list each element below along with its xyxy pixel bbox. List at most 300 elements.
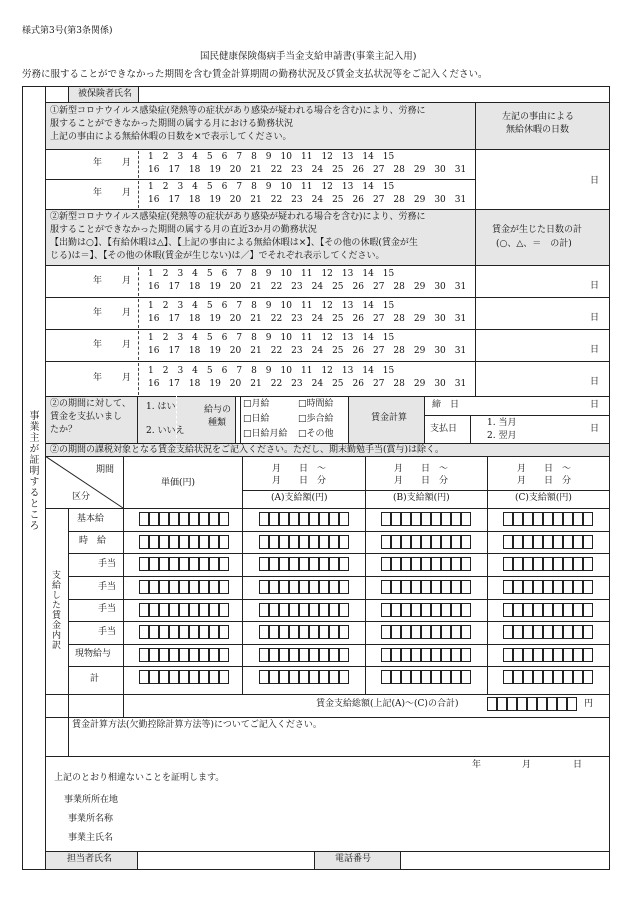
- amount-c-digit-box[interactable]: [553, 580, 563, 594]
- unit-price-digit-box[interactable]: [209, 625, 219, 639]
- amount-a-digit-box[interactable]: [259, 625, 269, 639]
- unit-price-digit-box[interactable]: [199, 603, 209, 617]
- unit-price-digit-box[interactable]: [219, 580, 229, 594]
- amount-a-digit-box[interactable]: [339, 557, 349, 571]
- amount-b-digit-box[interactable]: [381, 648, 391, 662]
- amount-b-digit-box[interactable]: [411, 512, 421, 526]
- phone-field[interactable]: [401, 852, 608, 868]
- amount-c-digit-box[interactable]: [503, 535, 513, 549]
- amount-b-digit-box[interactable]: [421, 557, 431, 571]
- amount-c-digit-box[interactable]: [543, 648, 553, 662]
- amount-b-digit-box[interactable]: [411, 625, 421, 639]
- period-b-from[interactable]: 月 日 ～: [394, 464, 449, 474]
- amount-a-digit-box[interactable]: [339, 670, 349, 684]
- amount-c-digit-box[interactable]: [523, 535, 533, 549]
- amount-b-digit-box[interactable]: [441, 535, 451, 549]
- amount-c-digit-box[interactable]: [533, 557, 543, 571]
- amount-a-digit-box[interactable]: [339, 535, 349, 549]
- unit-price-digit-box[interactable]: [139, 535, 149, 549]
- amount-a-digit-box[interactable]: [299, 625, 309, 639]
- amount-b-digit-box[interactable]: [431, 670, 441, 684]
- opt-commission[interactable]: □歩合給: [298, 414, 334, 424]
- s2-row4-days-2[interactable]: 16 17 18 19 20 21 22 23 24 25 26 27 28 29 30 31: [148, 379, 467, 389]
- amount-b-digit-box[interactable]: [451, 535, 461, 549]
- s2-row2-days-1[interactable]: 1 2 3 4 5 6 7 8 9 10 11 12 13 14 15: [148, 301, 395, 311]
- amount-a-digit-box[interactable]: [289, 580, 299, 594]
- amount-c-digit-box[interactable]: [513, 557, 523, 571]
- total-digit-box[interactable]: [547, 697, 557, 711]
- amount-a-digit-box[interactable]: [319, 670, 329, 684]
- amount-a-digit-box[interactable]: [309, 557, 319, 571]
- unit-price-digit-box[interactable]: [139, 580, 149, 594]
- amount-c-digit-box[interactable]: [583, 557, 593, 571]
- unit-price-digit-box[interactable]: [189, 648, 199, 662]
- total-digit-box[interactable]: [537, 697, 547, 711]
- amount-a-digit-box[interactable]: [289, 535, 299, 549]
- amount-c-digit-box[interactable]: [553, 512, 563, 526]
- total-digit-box[interactable]: [527, 697, 537, 711]
- pay-yes-option[interactable]: 1. はい: [146, 402, 176, 412]
- amount-c-digit-box[interactable]: [543, 603, 553, 617]
- amount-c-digit-box[interactable]: [583, 603, 593, 617]
- amount-c-digit-box[interactable]: [533, 603, 543, 617]
- period-a-from[interactable]: 月 日 ～: [272, 464, 327, 474]
- amount-c-digit-box[interactable]: [573, 512, 583, 526]
- unit-price-digit-box[interactable]: [219, 603, 229, 617]
- amount-a-digit-box[interactable]: [309, 512, 319, 526]
- amount-b-digit-box[interactable]: [441, 625, 451, 639]
- amount-a-digit-box[interactable]: [309, 580, 319, 594]
- amount-b-digit-box[interactable]: [381, 512, 391, 526]
- amount-b-digit-box[interactable]: [401, 670, 411, 684]
- amount-a-digit-box[interactable]: [279, 535, 289, 549]
- amount-c-digit-box[interactable]: [543, 535, 553, 549]
- amount-c-digit-box[interactable]: [503, 670, 513, 684]
- amount-a-digit-box[interactable]: [319, 625, 329, 639]
- amount-a-digit-box[interactable]: [299, 670, 309, 684]
- pay-no-option[interactable]: 2. いいえ: [146, 426, 185, 436]
- amount-b-digit-box[interactable]: [381, 603, 391, 617]
- amount-c-digit-box[interactable]: [533, 535, 543, 549]
- amount-a-digit-box[interactable]: [329, 648, 339, 662]
- amount-a-digit-box[interactable]: [299, 648, 309, 662]
- amount-c-digit-box[interactable]: [523, 580, 533, 594]
- unit-price-digit-box[interactable]: [209, 648, 219, 662]
- amount-c-digit-box[interactable]: [563, 512, 573, 526]
- amount-b-digit-box[interactable]: [451, 648, 461, 662]
- amount-c-digit-box[interactable]: [573, 557, 583, 571]
- amount-a-digit-box[interactable]: [259, 512, 269, 526]
- amount-c-digit-box[interactable]: [573, 670, 583, 684]
- amount-a-digit-box[interactable]: [319, 580, 329, 594]
- unit-price-digit-box[interactable]: [199, 670, 209, 684]
- contact-person-field[interactable]: [138, 852, 313, 868]
- amount-a-digit-box[interactable]: [329, 603, 339, 617]
- amount-b-digit-box[interactable]: [401, 625, 411, 639]
- amount-b-digit-box[interactable]: [391, 535, 401, 549]
- amount-c-digit-box[interactable]: [523, 557, 533, 571]
- s2-row1-days-2[interactable]: 16 17 18 19 20 21 22 23 24 25 26 27 28 29 30 31: [148, 282, 467, 292]
- opt-other[interactable]: □その他: [298, 429, 334, 439]
- amount-c-digit-box[interactable]: [503, 603, 513, 617]
- amount-a-digit-box[interactable]: [329, 580, 339, 594]
- unit-price-digit-box[interactable]: [149, 580, 159, 594]
- amount-b-digit-box[interactable]: [451, 670, 461, 684]
- unit-price-digit-box[interactable]: [189, 557, 199, 571]
- amount-a-digit-box[interactable]: [269, 557, 279, 571]
- amount-b-digit-box[interactable]: [421, 603, 431, 617]
- payday-next-month[interactable]: 2. 翌月: [487, 431, 517, 441]
- amount-a-digit-box[interactable]: [289, 603, 299, 617]
- unit-price-digit-box[interactable]: [159, 625, 169, 639]
- amount-a-digit-box[interactable]: [299, 603, 309, 617]
- amount-c-digit-box[interactable]: [533, 580, 543, 594]
- row-label-allowance-4[interactable]: 手当: [98, 627, 117, 637]
- amount-b-digit-box[interactable]: [431, 535, 441, 549]
- amount-b-digit-box[interactable]: [431, 648, 441, 662]
- amount-a-digit-box[interactable]: [339, 603, 349, 617]
- amount-b-digit-box[interactable]: [381, 557, 391, 571]
- amount-c-digit-box[interactable]: [563, 535, 573, 549]
- amount-b-digit-box[interactable]: [381, 580, 391, 594]
- amount-b-digit-box[interactable]: [461, 580, 471, 594]
- unit-price-digit-box[interactable]: [169, 603, 179, 617]
- amount-a-digit-box[interactable]: [279, 625, 289, 639]
- amount-c-digit-box[interactable]: [553, 603, 563, 617]
- unit-price-digit-box[interactable]: [179, 535, 189, 549]
- unit-price-digit-box[interactable]: [199, 512, 209, 526]
- amount-c-digit-box[interactable]: [513, 625, 523, 639]
- amount-a-digit-box[interactable]: [309, 670, 319, 684]
- amount-b-digit-box[interactable]: [381, 625, 391, 639]
- amount-c-digit-box[interactable]: [583, 625, 593, 639]
- amount-a-digit-box[interactable]: [329, 625, 339, 639]
- s2-row3-days-1[interactable]: 1 2 3 4 5 6 7 8 9 10 11 12 13 14 15: [148, 333, 395, 343]
- unit-price-digit-box[interactable]: [139, 625, 149, 639]
- amount-b-digit-box[interactable]: [441, 670, 451, 684]
- amount-a-digit-box[interactable]: [319, 535, 329, 549]
- total-digit-box[interactable]: [567, 697, 577, 711]
- amount-a-digit-box[interactable]: [279, 580, 289, 594]
- total-digit-box[interactable]: [497, 697, 507, 711]
- unit-price-digit-box[interactable]: [149, 535, 159, 549]
- amount-c-digit-box[interactable]: [523, 512, 533, 526]
- calc-method-field[interactable]: [68, 732, 608, 754]
- amount-a-digit-box[interactable]: [269, 648, 279, 662]
- unit-price-digit-box[interactable]: [149, 512, 159, 526]
- amount-a-digit-box[interactable]: [289, 557, 299, 571]
- unit-price-digit-box[interactable]: [169, 625, 179, 639]
- amount-a-digit-box[interactable]: [259, 670, 269, 684]
- office-address-field[interactable]: [130, 792, 600, 806]
- amount-c-digit-box[interactable]: [533, 625, 543, 639]
- amount-c-digit-box[interactable]: [583, 535, 593, 549]
- unit-price-digit-box[interactable]: [209, 603, 219, 617]
- unit-price-digit-box[interactable]: [149, 603, 159, 617]
- amount-a-digit-box[interactable]: [259, 535, 269, 549]
- amount-c-digit-box[interactable]: [573, 648, 583, 662]
- unit-price-digit-box[interactable]: [169, 580, 179, 594]
- amount-b-digit-box[interactable]: [401, 603, 411, 617]
- period-c-from[interactable]: 月 日 ～: [517, 464, 572, 474]
- amount-c-digit-box[interactable]: [513, 512, 523, 526]
- unit-price-digit-box[interactable]: [179, 625, 189, 639]
- unit-price-digit-box[interactable]: [199, 648, 209, 662]
- amount-c-digit-box[interactable]: [513, 648, 523, 662]
- amount-b-digit-box[interactable]: [381, 535, 391, 549]
- amount-a-digit-box[interactable]: [279, 648, 289, 662]
- period-a-to[interactable]: 月 日 分: [272, 476, 327, 486]
- unit-price-digit-box[interactable]: [149, 648, 159, 662]
- unit-price-digit-box[interactable]: [169, 535, 179, 549]
- amount-c-digit-box[interactable]: [513, 603, 523, 617]
- amount-c-digit-box[interactable]: [553, 557, 563, 571]
- amount-b-digit-box[interactable]: [411, 670, 421, 684]
- amount-a-digit-box[interactable]: [319, 603, 329, 617]
- amount-c-digit-box[interactable]: [503, 557, 513, 571]
- amount-a-digit-box[interactable]: [269, 512, 279, 526]
- unit-price-digit-box[interactable]: [199, 535, 209, 549]
- amount-c-digit-box[interactable]: [563, 603, 573, 617]
- amount-c-digit-box[interactable]: [583, 580, 593, 594]
- amount-c-digit-box[interactable]: [523, 670, 533, 684]
- amount-c-digit-box[interactable]: [513, 535, 523, 549]
- unit-price-digit-box[interactable]: [159, 557, 169, 571]
- office-name-field[interactable]: [130, 811, 600, 825]
- amount-c-digit-box[interactable]: [553, 670, 563, 684]
- amount-a-digit-box[interactable]: [339, 625, 349, 639]
- amount-c-digit-box[interactable]: [573, 625, 583, 639]
- total-digit-box[interactable]: [487, 697, 497, 711]
- opt-monthly[interactable]: □月給: [243, 399, 270, 409]
- unit-price-digit-box[interactable]: [159, 580, 169, 594]
- amount-b-digit-box[interactable]: [401, 648, 411, 662]
- unit-price-digit-box[interactable]: [159, 603, 169, 617]
- amount-a-digit-box[interactable]: [299, 512, 309, 526]
- amount-c-digit-box[interactable]: [503, 580, 513, 594]
- amount-b-digit-box[interactable]: [411, 603, 421, 617]
- s1-row2-days-2[interactable]: 16 17 18 19 20 21 22 23 24 25 26 27 28 29 30 31: [148, 195, 467, 205]
- amount-a-digit-box[interactable]: [269, 603, 279, 617]
- amount-b-digit-box[interactable]: [441, 580, 451, 594]
- amount-b-digit-box[interactable]: [391, 580, 401, 594]
- unit-price-digit-box[interactable]: [219, 670, 229, 684]
- amount-c-digit-box[interactable]: [563, 557, 573, 571]
- amount-a-digit-box[interactable]: [329, 535, 339, 549]
- unit-price-digit-box[interactable]: [219, 648, 229, 662]
- unit-price-digit-box[interactable]: [189, 625, 199, 639]
- amount-b-digit-box[interactable]: [391, 512, 401, 526]
- amount-a-digit-box[interactable]: [259, 557, 269, 571]
- amount-a-digit-box[interactable]: [329, 512, 339, 526]
- amount-c-digit-box[interactable]: [513, 580, 523, 594]
- amount-a-digit-box[interactable]: [259, 603, 269, 617]
- amount-a-digit-box[interactable]: [259, 580, 269, 594]
- unit-price-digit-box[interactable]: [199, 625, 209, 639]
- amount-a-digit-box[interactable]: [319, 648, 329, 662]
- amount-a-digit-box[interactable]: [269, 535, 279, 549]
- s1-row1-days-2[interactable]: 16 17 18 19 20 21 22 23 24 25 26 27 28 29 30 31: [148, 165, 467, 175]
- amount-b-digit-box[interactable]: [461, 625, 471, 639]
- unit-price-digit-box[interactable]: [159, 535, 169, 549]
- amount-c-digit-box[interactable]: [563, 648, 573, 662]
- amount-a-digit-box[interactable]: [279, 670, 289, 684]
- amount-a-digit-box[interactable]: [309, 535, 319, 549]
- unit-price-digit-box[interactable]: [179, 557, 189, 571]
- amount-c-digit-box[interactable]: [583, 648, 593, 662]
- amount-b-digit-box[interactable]: [421, 625, 431, 639]
- amount-c-digit-box[interactable]: [543, 557, 553, 571]
- amount-c-digit-box[interactable]: [503, 625, 513, 639]
- amount-a-digit-box[interactable]: [329, 670, 339, 684]
- unit-price-digit-box[interactable]: [179, 512, 189, 526]
- amount-b-digit-box[interactable]: [401, 557, 411, 571]
- unit-price-digit-box[interactable]: [169, 512, 179, 526]
- unit-price-digit-box[interactable]: [179, 648, 189, 662]
- amount-a-digit-box[interactable]: [339, 580, 349, 594]
- s2-row4-days-1[interactable]: 1 2 3 4 5 6 7 8 9 10 11 12 13 14 15: [148, 366, 395, 376]
- amount-c-digit-box[interactable]: [533, 512, 543, 526]
- unit-price-digit-box[interactable]: [209, 580, 219, 594]
- amount-b-digit-box[interactable]: [461, 512, 471, 526]
- amount-b-digit-box[interactable]: [441, 557, 451, 571]
- s1-row1-days-1[interactable]: 1 2 3 4 5 6 7 8 9 10 11 12 13 14 15: [148, 152, 395, 162]
- amount-b-digit-box[interactable]: [431, 625, 441, 639]
- amount-a-digit-box[interactable]: [289, 512, 299, 526]
- amount-a-digit-box[interactable]: [279, 603, 289, 617]
- amount-b-digit-box[interactable]: [391, 557, 401, 571]
- unit-price-digit-box[interactable]: [209, 557, 219, 571]
- unit-price-digit-box[interactable]: [219, 512, 229, 526]
- unit-price-digit-box[interactable]: [169, 557, 179, 571]
- unit-price-digit-box[interactable]: [219, 557, 229, 571]
- amount-b-digit-box[interactable]: [461, 535, 471, 549]
- amount-a-digit-box[interactable]: [279, 557, 289, 571]
- unit-price-digit-box[interactable]: [179, 670, 189, 684]
- unit-price-digit-box[interactable]: [209, 670, 219, 684]
- amount-a-digit-box[interactable]: [289, 670, 299, 684]
- unit-price-digit-box[interactable]: [199, 580, 209, 594]
- amount-a-digit-box[interactable]: [339, 648, 349, 662]
- amount-b-digit-box[interactable]: [411, 557, 421, 571]
- amount-b-digit-box[interactable]: [391, 625, 401, 639]
- amount-c-digit-box[interactable]: [523, 648, 533, 662]
- amount-c-digit-box[interactable]: [533, 670, 543, 684]
- unit-price-digit-box[interactable]: [139, 648, 149, 662]
- amount-a-digit-box[interactable]: [319, 512, 329, 526]
- amount-c-digit-box[interactable]: [583, 670, 593, 684]
- amount-a-digit-box[interactable]: [259, 648, 269, 662]
- amount-b-digit-box[interactable]: [451, 625, 461, 639]
- unit-price-digit-box[interactable]: [139, 557, 149, 571]
- amount-a-digit-box[interactable]: [289, 625, 299, 639]
- total-digit-box[interactable]: [517, 697, 527, 711]
- unit-price-digit-box[interactable]: [179, 580, 189, 594]
- employer-name-field[interactable]: [130, 830, 600, 844]
- unit-price-digit-box[interactable]: [169, 670, 179, 684]
- amount-c-digit-box[interactable]: [533, 648, 543, 662]
- s2-row1-days-1[interactable]: 1 2 3 4 5 6 7 8 9 10 11 12 13 14 15: [148, 269, 395, 279]
- amount-a-digit-box[interactable]: [329, 557, 339, 571]
- amount-c-digit-box[interactable]: [513, 670, 523, 684]
- amount-b-digit-box[interactable]: [441, 603, 451, 617]
- amount-c-digit-box[interactable]: [523, 603, 533, 617]
- unit-price-digit-box[interactable]: [149, 625, 159, 639]
- amount-c-digit-box[interactable]: [563, 580, 573, 594]
- amount-a-digit-box[interactable]: [299, 580, 309, 594]
- amount-a-digit-box[interactable]: [289, 648, 299, 662]
- unit-price-digit-box[interactable]: [189, 603, 199, 617]
- opt-daily-monthly[interactable]: □日給月給: [243, 429, 288, 439]
- amount-b-digit-box[interactable]: [421, 670, 431, 684]
- unit-price-digit-box[interactable]: [159, 648, 169, 662]
- amount-b-digit-box[interactable]: [401, 512, 411, 526]
- amount-a-digit-box[interactable]: [339, 512, 349, 526]
- amount-a-digit-box[interactable]: [309, 625, 319, 639]
- amount-b-digit-box[interactable]: [421, 648, 431, 662]
- unit-price-digit-box[interactable]: [189, 512, 199, 526]
- amount-b-digit-box[interactable]: [421, 512, 431, 526]
- amount-c-digit-box[interactable]: [573, 580, 583, 594]
- amount-c-digit-box[interactable]: [543, 625, 553, 639]
- amount-b-digit-box[interactable]: [461, 603, 471, 617]
- row-label-allowance-3[interactable]: 手当: [98, 604, 117, 614]
- amount-a-digit-box[interactable]: [269, 580, 279, 594]
- amount-c-digit-box[interactable]: [553, 648, 563, 662]
- amount-b-digit-box[interactable]: [451, 557, 461, 571]
- unit-price-digit-box[interactable]: [149, 670, 159, 684]
- row-label-allowance-2[interactable]: 手当: [98, 582, 117, 592]
- insured-name-field[interactable]: [139, 87, 608, 101]
- amount-b-digit-box[interactable]: [431, 512, 441, 526]
- unit-price-digit-box[interactable]: [209, 512, 219, 526]
- unit-price-digit-box[interactable]: [209, 535, 219, 549]
- amount-c-digit-box[interactable]: [573, 603, 583, 617]
- payday-this-month[interactable]: 1. 当月: [487, 418, 517, 428]
- amount-c-digit-box[interactable]: [543, 512, 553, 526]
- amount-b-digit-box[interactable]: [431, 580, 441, 594]
- amount-a-digit-box[interactable]: [319, 557, 329, 571]
- amount-c-digit-box[interactable]: [563, 625, 573, 639]
- amount-c-digit-box[interactable]: [543, 670, 553, 684]
- unit-price-digit-box[interactable]: [219, 625, 229, 639]
- amount-a-digit-box[interactable]: [269, 670, 279, 684]
- s2-row3-days-2[interactable]: 16 17 18 19 20 21 22 23 24 25 26 27 28 29 30 31: [148, 346, 467, 356]
- unit-price-digit-box[interactable]: [159, 670, 169, 684]
- amount-b-digit-box[interactable]: [441, 512, 451, 526]
- opt-hourly[interactable]: □時間給: [298, 399, 334, 409]
- s2-row2-days-2[interactable]: 16 17 18 19 20 21 22 23 24 25 26 27 28 29 30 31: [148, 314, 467, 324]
- amount-b-digit-box[interactable]: [411, 535, 421, 549]
- unit-price-digit-box[interactable]: [139, 512, 149, 526]
- amount-a-digit-box[interactable]: [309, 648, 319, 662]
- amount-b-digit-box[interactable]: [391, 648, 401, 662]
- amount-a-digit-box[interactable]: [309, 603, 319, 617]
- unit-price-digit-box[interactable]: [189, 580, 199, 594]
- amount-c-digit-box[interactable]: [523, 625, 533, 639]
- total-digit-box[interactable]: [557, 697, 567, 711]
- unit-price-digit-box[interactable]: [169, 648, 179, 662]
- amount-c-digit-box[interactable]: [563, 670, 573, 684]
- amount-b-digit-box[interactable]: [421, 535, 431, 549]
- amount-a-digit-box[interactable]: [279, 512, 289, 526]
- amount-b-digit-box[interactable]: [451, 603, 461, 617]
- opt-daily[interactable]: □日給: [243, 414, 270, 424]
- amount-b-digit-box[interactable]: [431, 603, 441, 617]
- amount-c-digit-box[interactable]: [503, 512, 513, 526]
- amount-c-digit-box[interactable]: [503, 648, 513, 662]
- s1-row2-days-1[interactable]: 1 2 3 4 5 6 7 8 9 10 11 12 13 14 15: [148, 182, 395, 192]
